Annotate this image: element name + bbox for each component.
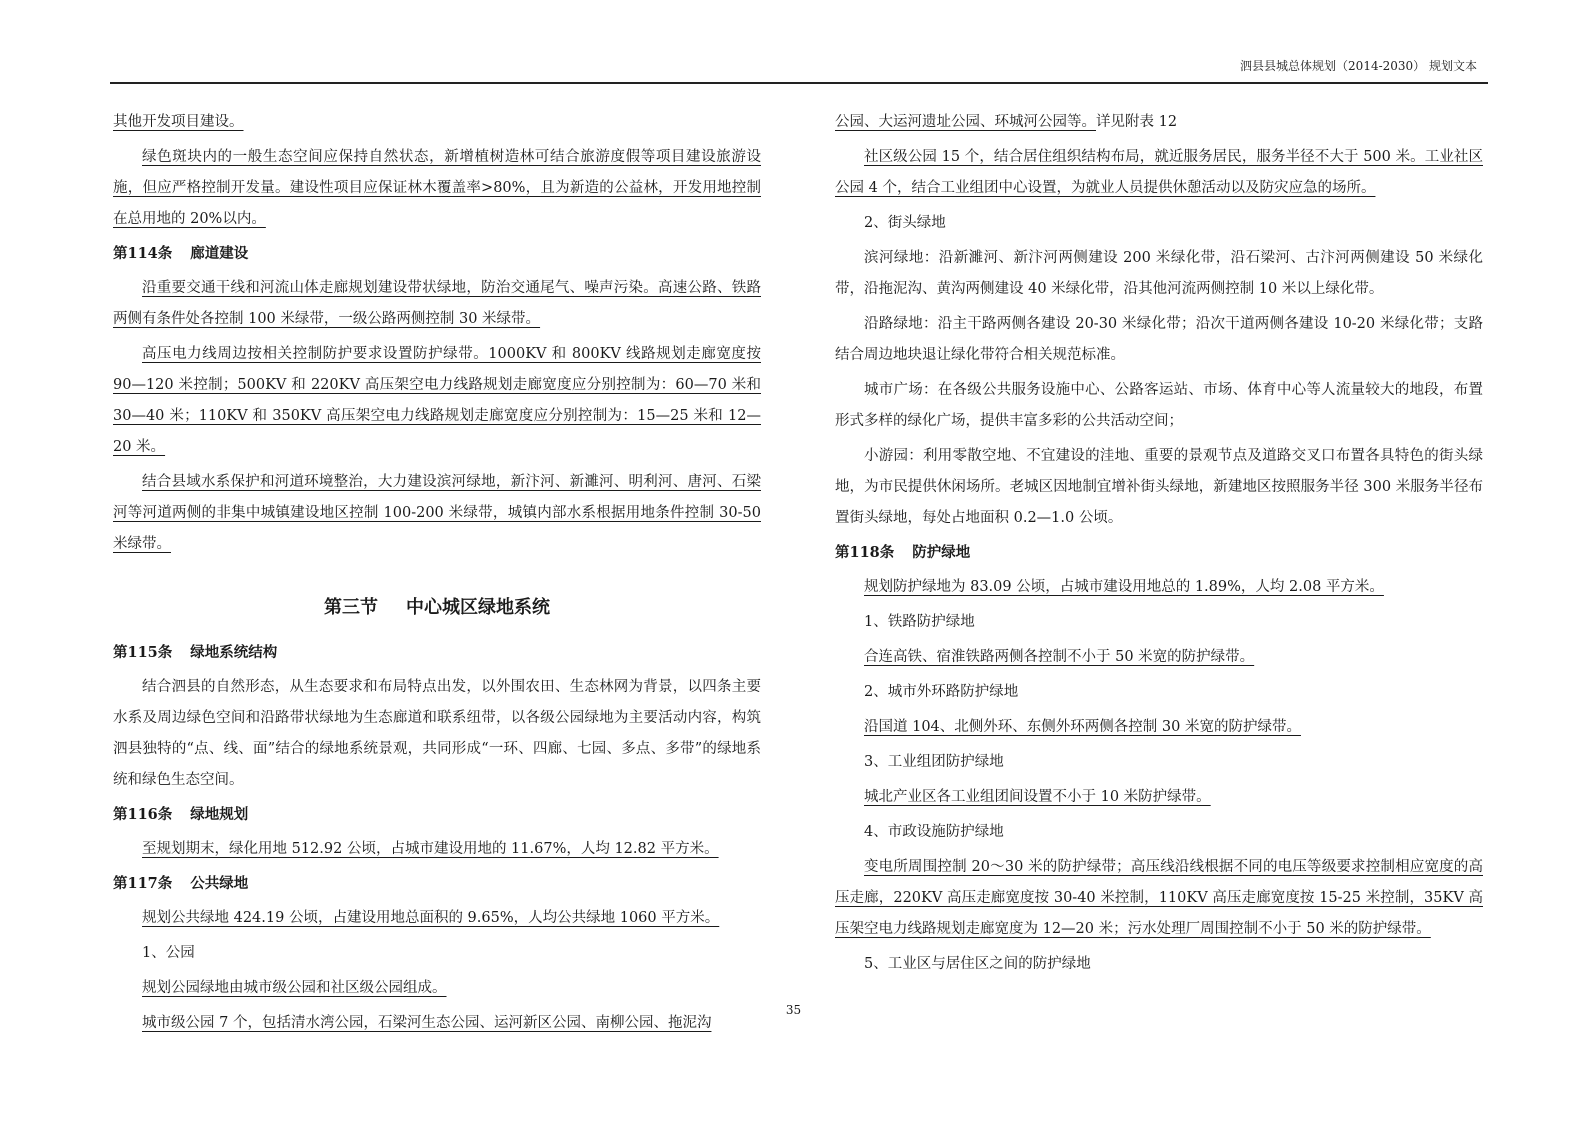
paragraph-text: 结合县域水系保护和河道环境整治，大力建设滨河绿地，新汴河、新濉河、明利河、唐河、石梁河等河道两侧的非集中城镇建设地区控制 100-200 米绿带，城镇内部水系根据用地条件控制 30-50 米绿带。 bbox=[113, 474, 761, 552]
paragraph bbox=[113, 467, 761, 560]
paragraph-text: 公园、大运河遗址公园、环城河公园等。 bbox=[835, 114, 1096, 130]
paragraph: 结合泗县的自然形态，从生态要求和布局特点出发，以外围农田、生态林网为背景，以四条主要水系及周边绿色空间和沿路带状绿地为生态廊道和联系纽带，以各级公园绿地为主要活动内容，构筑泗县独特的“点、线、面”结合的绿地系统景观，共同形成“一环、四廊、七园、多点、多带”的绿地系统和绿色生态空间。 bbox=[113, 679, 761, 788]
paragraph bbox=[835, 712, 1483, 743]
list-heading: 2、城市外环路防护绿地 bbox=[864, 684, 1019, 700]
paragraph-text: 合连高铁、宿淮铁路两侧各控制不小于 50 米宽的防护绿带。 bbox=[864, 649, 1255, 665]
paragraph-text: 规划公共绿地 424.19 公顷，占建设用地总面积的 9.65%，人均公共绿地 1060 平方米。 bbox=[142, 910, 720, 926]
section-title bbox=[113, 590, 761, 626]
paragraph-text: 高压电力线周边按相关控制防护要求设置防护绿带。1000KV 和 800KV 线路规划走廊宽度按 90—120 米控制；500KV 和 220KV 高压架空电力线路规划走廊宽度应分别控制为：60—70 米和 30—40 米；110KV 和 350KV 高压架空电力线路规划走廊宽度应分别控制为：15—25 米和 12—20 米。 bbox=[113, 346, 761, 455]
paragraph bbox=[835, 852, 1483, 945]
paragraph bbox=[113, 834, 761, 865]
article-heading-117 bbox=[113, 869, 761, 899]
article-number: 第114条 bbox=[113, 245, 173, 262]
article-title: 公共绿地 bbox=[190, 875, 249, 892]
paragraph-text: 变电所周围控制 20～30 米的防护绿带；高压线沿线根据不同的电压等级要求控制相应宽度的高压走廊，220KV 高压走廊宽度按 30-40 米控制，110KV 高压走廊宽度按 15-25 米控制，35KV 高压架空电力线路规划走廊宽度为 12—20 米；污水处理厂周围控制不小于 50 米的防护绿带。 bbox=[835, 859, 1483, 937]
paragraph-text: 城北产业区各工业组团间设置不小于 10 米防护绿带。 bbox=[864, 789, 1211, 805]
paragraph bbox=[113, 903, 761, 934]
paragraph: 城市广场：在各级公共服务设施中心、公路客运站、市场、体育中心等人流量较大的地段，布置形式多样的绿化广场，提供丰富多彩的公共活动空间； bbox=[835, 382, 1483, 429]
list-heading: 5、工业区与居住区之间的防护绿地 bbox=[864, 956, 1091, 972]
paragraph bbox=[835, 642, 1483, 673]
running-header: 泗县县城总体规划（2014-2030） 规划文本 bbox=[1240, 59, 1477, 73]
paragraph-text: 规划公园绿地由城市级公园和社区级公园组成。 bbox=[142, 980, 447, 996]
article-title: 廊道建设 bbox=[190, 245, 249, 262]
article-title: 绿地系统结构 bbox=[190, 644, 278, 661]
list-heading: 1、铁路防护绿地 bbox=[864, 614, 975, 630]
section-name: 中心城区绿地系统 bbox=[406, 597, 550, 618]
article-number: 第115条 bbox=[113, 644, 173, 661]
list-heading: 3、工业组团防护绿地 bbox=[864, 754, 1004, 770]
article-number: 第116条 bbox=[113, 806, 173, 823]
section-number: 第三节 bbox=[324, 597, 378, 618]
paragraph-text: 沿重要交通干线和河流山体走廊规划建设带状绿地，防治交通尾气、噪声污染。高速公路、铁路两侧有条件处各控制 100 米绿带，一级公路两侧控制 30 米绿带。 bbox=[113, 280, 761, 327]
paragraph: 小游园：利用零散空地、不宜建设的洼地、重要的景观节点及道路交叉口布置各具特色的街头绿地，为市民提供休闲场所。老城区因地制宜增补街头绿地，新建地区按照服务半径 300 米服务半径布置街头绿地，每处占地面积 0.2—1.0 公顷。 bbox=[835, 448, 1483, 526]
article-heading-116 bbox=[113, 800, 761, 830]
header-divider bbox=[110, 82, 1488, 84]
paragraph: 沿路绿地：沿主干路两侧各建设 20-30 米绿化带；沿次干道两侧各建设 10-20 米绿化带；支路结合周边地块退让绿化带符合相关规范标准。 bbox=[835, 316, 1483, 363]
paragraph-text: 其他开发项目建设。 bbox=[113, 114, 244, 130]
article-title: 防护绿地 bbox=[912, 544, 971, 561]
article-heading-115 bbox=[113, 638, 761, 668]
article-heading-114 bbox=[113, 239, 761, 269]
paragraph-text: 至规划期末，绿化用地 512.92 公顷，占城市建设用地的 11.67%，人均 12.82 平方米。 bbox=[142, 841, 719, 857]
article-heading-118 bbox=[835, 538, 1483, 568]
article-title: 绿地规划 bbox=[190, 806, 249, 823]
paragraph bbox=[113, 273, 761, 335]
article-number: 第117条 bbox=[113, 875, 173, 892]
paragraph: 滨河绿地：沿新濉河、新汴河两侧建设 200 米绿化带，沿石梁河、古汴河两侧建设 50 米绿化带，沿拖泥沟、黄沟两侧建设 40 米绿化带，沿其他河流两侧控制 10 米以上绿化带。 bbox=[835, 250, 1483, 297]
right-column bbox=[835, 107, 1483, 984]
appendix-reference: 详见附表 12 bbox=[1096, 114, 1178, 130]
paragraph bbox=[835, 107, 1483, 138]
paragraph bbox=[113, 339, 761, 463]
article-number: 第118条 bbox=[835, 544, 895, 561]
paragraph bbox=[113, 142, 761, 235]
paragraph bbox=[835, 572, 1483, 603]
paragraph-text: 社区级公园 15 个，结合居住组织结构布局，就近服务居民，服务半径不大于 500 米。工业社区公园 4 个，结合工业组团中心设置，为就业人员提供休憩活动以及防灾应急的场所。 bbox=[835, 149, 1483, 196]
paragraph bbox=[113, 107, 761, 138]
paragraph bbox=[835, 782, 1483, 813]
left-column bbox=[113, 107, 761, 1043]
page-number: 35 bbox=[785, 1003, 802, 1017]
list-heading: 2、街头绿地 bbox=[864, 215, 946, 231]
paragraph-text: 城市级公园 7 个，包括清水湾公园，石梁河生态公园、运河新区公园、南柳公园、拖泥沟 bbox=[142, 1015, 712, 1031]
paragraph-text: 规划防护绿地为 83.09 公顷，占城市建设用地总的 1.89%，人均 2.08 平方米。 bbox=[864, 579, 1384, 595]
paragraph-text: 沿国道 104、北侧外环、东侧外环两侧各控制 30 米宽的防护绿带。 bbox=[864, 719, 1301, 735]
paragraph bbox=[835, 142, 1483, 204]
list-heading: 1、公园 bbox=[142, 945, 195, 961]
paragraph bbox=[113, 973, 761, 1004]
list-heading: 4、市政设施防护绿地 bbox=[864, 824, 1004, 840]
paragraph-text: 绿色斑块内的一般生态空间应保持自然状态，新增植树造林可结合旅游度假等项目建设旅游设施，但应严格控制开发量。建设性项目应保证林木覆盖率>80%，且为新造的公益林，开发用地控制在总用地的 20%以内。 bbox=[113, 149, 761, 227]
